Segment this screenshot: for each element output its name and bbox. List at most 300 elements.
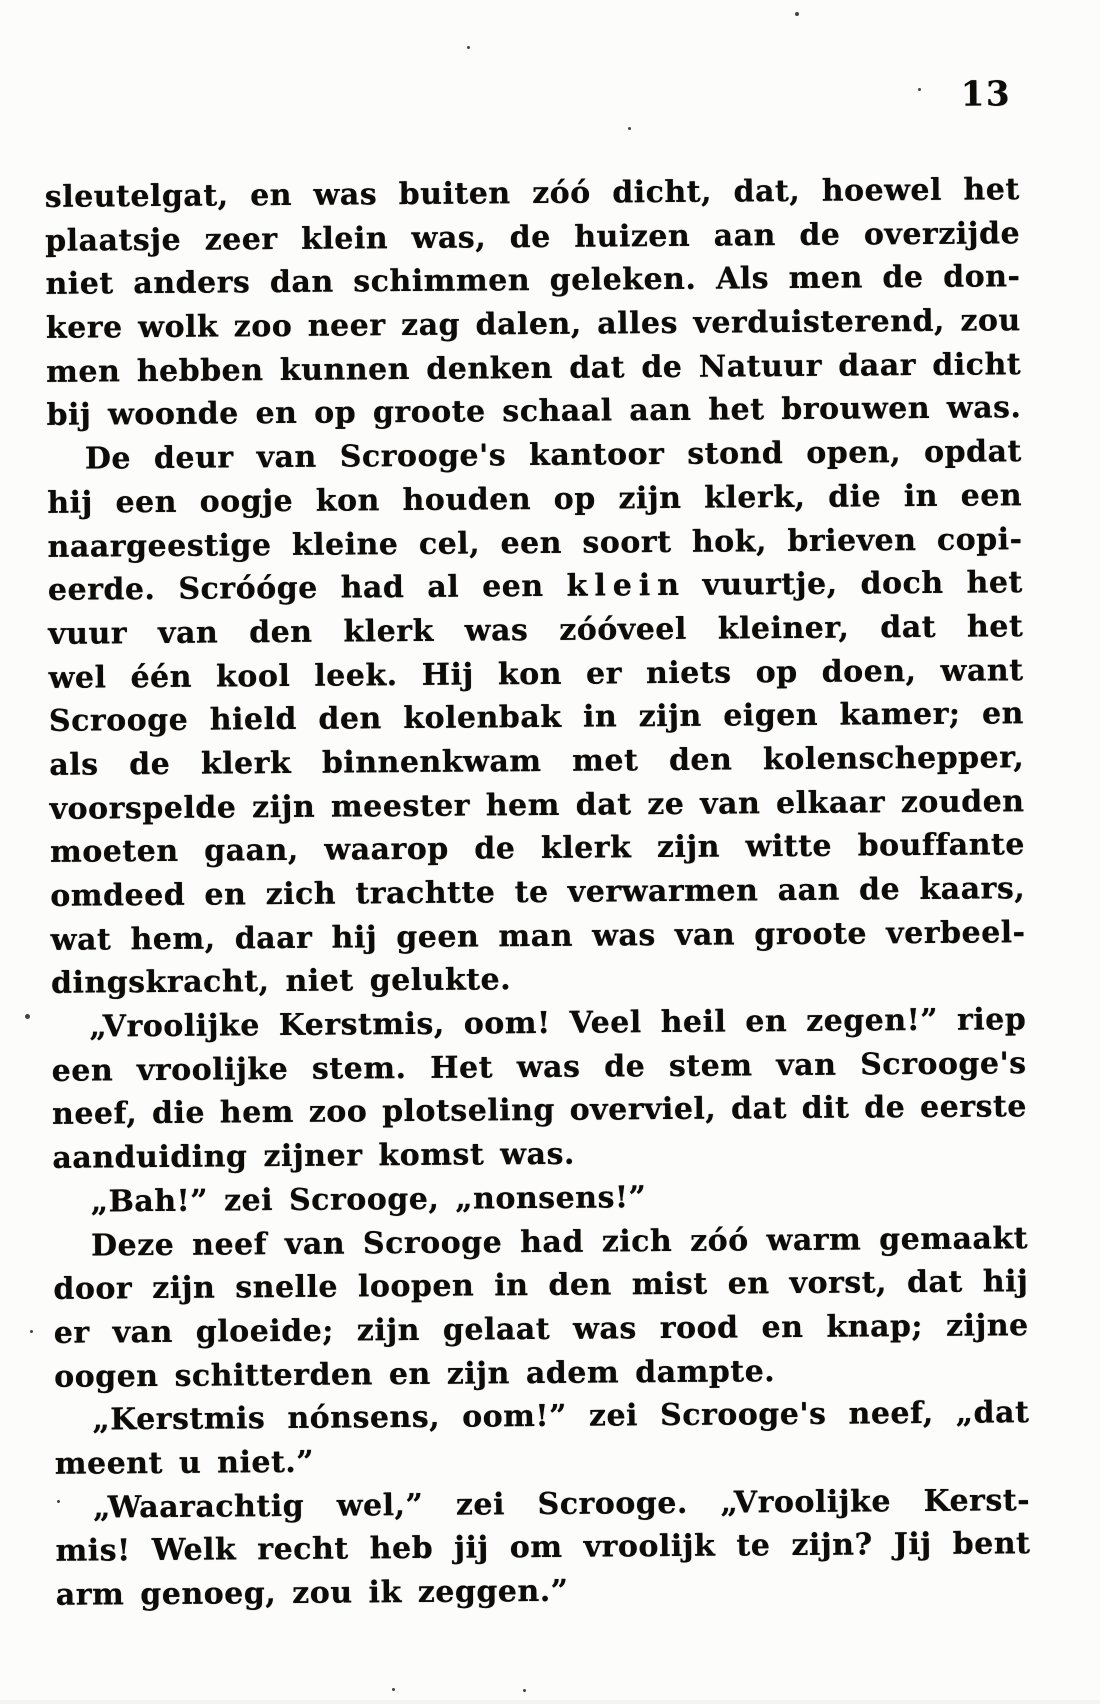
text-line [52, 1086, 1027, 1137]
word: kon [497, 656, 563, 692]
word: om [509, 1530, 563, 1566]
word: kleiner, [717, 610, 850, 647]
word: Kerstmis, [278, 1006, 445, 1044]
word: zoo [233, 308, 293, 345]
word: wel [48, 659, 107, 696]
word: vroolijk [583, 1528, 716, 1565]
text-line [48, 561, 1023, 612]
word: hoewel [821, 172, 943, 209]
word: klerk, [704, 479, 806, 516]
word: zóóveel [559, 611, 687, 648]
word: den [668, 742, 733, 778]
word: Kerst- [923, 1482, 1031, 1519]
text-line [54, 1391, 1029, 1442]
word: zich [265, 876, 337, 913]
text-line [55, 1522, 1030, 1573]
word: Scróóge [178, 570, 318, 607]
word: aan [629, 393, 692, 429]
word: bij [46, 397, 92, 434]
word: met [572, 743, 639, 779]
word: zijn? [791, 1527, 873, 1564]
word: een [115, 484, 178, 521]
word: zijn [446, 1355, 511, 1392]
word: alles [597, 305, 679, 342]
word: stond [687, 436, 784, 472]
word: dalen, [475, 306, 582, 343]
word: kaars, [919, 871, 1026, 908]
text-line [51, 955, 1026, 1006]
word: was. [500, 1136, 575, 1173]
word: wel,” [336, 1487, 424, 1524]
text-line [54, 1304, 1029, 1355]
word: zóó [532, 175, 591, 212]
word: een [482, 569, 544, 605]
word: de [799, 217, 841, 253]
word: verbeel- [886, 914, 1026, 951]
text-line [49, 780, 1024, 831]
word: zouden [900, 783, 1025, 820]
word: wolk [138, 309, 219, 346]
word: u [178, 1445, 202, 1481]
word: neer [307, 308, 386, 344]
word: en [761, 1309, 804, 1346]
word: Scrooge [362, 1224, 503, 1261]
word: cel, [418, 525, 481, 562]
word: hij [331, 919, 378, 956]
scan-speck [795, 12, 799, 16]
text-line [45, 168, 1020, 219]
word: en [204, 877, 247, 913]
word: en [727, 1266, 770, 1302]
word: en [388, 1356, 431, 1392]
word: open, [806, 435, 902, 472]
word: één [130, 659, 193, 695]
word: anders [133, 265, 251, 302]
word: zeggen.” [417, 1573, 569, 1610]
word: oogje [199, 483, 294, 520]
scan-speck [628, 127, 631, 130]
word: Scrooge [48, 702, 189, 740]
word: sleutelgat, [44, 178, 229, 215]
word: houden [402, 481, 532, 518]
word: genoeg, [140, 1576, 277, 1613]
scan-speck [57, 1500, 60, 1503]
word: en [745, 1004, 788, 1040]
text-line [55, 1435, 1030, 1486]
text-line [54, 1348, 1029, 1399]
word: den [318, 701, 382, 737]
word: het [963, 172, 1020, 208]
word: van [256, 439, 317, 476]
word: kantoor [528, 437, 665, 474]
word: kool [215, 658, 291, 695]
word: als [49, 747, 99, 783]
word: men [788, 260, 863, 297]
word: Natuur [698, 348, 823, 385]
word: zijn [251, 789, 316, 825]
text-line [48, 605, 1023, 656]
word: zijn [656, 829, 721, 866]
word: brieven [787, 522, 917, 559]
word: was [572, 1311, 637, 1347]
word: overviel, [569, 1092, 717, 1129]
word: heil [660, 1004, 727, 1041]
word: zou [960, 303, 1021, 339]
word: de [858, 872, 901, 908]
text-line [47, 474, 1022, 525]
word: den [249, 614, 313, 651]
word: nónsens, [287, 1400, 441, 1437]
word: verwarmen [567, 873, 759, 910]
word: van [284, 1226, 346, 1262]
word: op [314, 395, 357, 432]
word: arm [55, 1577, 125, 1613]
word: gelukte. [369, 962, 512, 999]
word: adem [525, 1354, 620, 1391]
page-number: 13 [960, 74, 1012, 115]
word: Jij [893, 1527, 932, 1563]
text-line [47, 430, 1022, 481]
word: woonde [107, 396, 239, 433]
word: De [84, 441, 132, 477]
word: en [981, 696, 1025, 732]
word: Veel [569, 1005, 642, 1041]
word: Als [715, 261, 770, 297]
word: binnenkwam [321, 743, 542, 781]
word: loopen [357, 1268, 475, 1305]
word: oogen [53, 1358, 159, 1395]
word: dat, [733, 173, 801, 210]
word: komst [378, 1137, 485, 1174]
word: opdat [923, 434, 1022, 471]
word: voorspelde [49, 789, 237, 827]
word: overzijde [863, 215, 1021, 253]
word: zijn [638, 698, 702, 735]
word: Welk [151, 1532, 237, 1569]
word: klerk [540, 830, 632, 867]
word: neef, [51, 1096, 138, 1133]
word: Scrooge, [288, 1181, 440, 1218]
word: wat [50, 922, 112, 958]
word: dan [269, 264, 334, 301]
word: het [708, 392, 765, 429]
text-line [53, 1260, 1028, 1311]
word: niet [45, 266, 114, 303]
text-line [48, 649, 1023, 700]
word: van [112, 1314, 173, 1351]
scan-speck [918, 88, 921, 91]
text-line [46, 299, 1021, 350]
word: „Vroolijke [89, 1008, 260, 1045]
word: gelaat [442, 1311, 551, 1348]
word: trachtte [355, 875, 496, 912]
word: bent [952, 1526, 1031, 1563]
word: hem [485, 787, 561, 824]
word: niets [645, 655, 732, 691]
word: had [340, 570, 405, 606]
word: Hij [421, 657, 474, 693]
word: brouwen [781, 391, 931, 428]
scan-speck [523, 1689, 526, 1692]
word: kon [315, 483, 381, 519]
text-line [51, 911, 1026, 962]
word: klerk [200, 745, 292, 782]
word: knap; [826, 1308, 924, 1345]
word: op [755, 654, 798, 690]
word: van [157, 615, 219, 651]
word: naargeestige [47, 527, 272, 565]
word: aan [713, 217, 777, 254]
word: warm [766, 1221, 862, 1258]
word: dat [880, 609, 937, 646]
word: dat [906, 1264, 963, 1301]
text-line [46, 387, 1021, 438]
text-line [50, 823, 1025, 874]
text-line [50, 867, 1025, 918]
word: „nonsens!” [455, 1179, 647, 1217]
word: Scrooge's [659, 1396, 827, 1434]
word: „Kerstmis [92, 1401, 266, 1438]
word: van [674, 917, 736, 953]
word: hield [209, 702, 298, 738]
word: neef, [848, 1396, 934, 1432]
word: bouffante [857, 827, 1026, 864]
word: was [464, 612, 529, 649]
word: ze [647, 786, 685, 822]
word: een [500, 525, 563, 561]
word: de [641, 349, 683, 385]
word: hebben [136, 352, 264, 389]
text-line [52, 1042, 1027, 1093]
word: de [882, 260, 924, 296]
word: kolenbak [403, 700, 562, 737]
word: het [966, 565, 1023, 601]
word: neef [192, 1226, 268, 1263]
word: waarop [324, 832, 449, 868]
word: geen [396, 919, 480, 955]
word: daar [838, 347, 917, 384]
word: oom! [463, 1005, 551, 1042]
word: was. [946, 390, 1022, 427]
word: verduisterend, [693, 303, 946, 341]
word: deur [153, 440, 234, 477]
text-line [49, 692, 1024, 743]
word: gloeide; [195, 1313, 334, 1350]
word: klein [300, 220, 389, 257]
word: dicht [932, 346, 1022, 383]
word: stem [668, 1048, 753, 1084]
word: den [548, 1267, 612, 1304]
word: kleine [291, 526, 399, 563]
word: kunnen [279, 351, 411, 388]
word: niet [285, 963, 354, 1000]
text-line [53, 1217, 1028, 1268]
body-text [45, 168, 1031, 1617]
word: te [514, 874, 549, 911]
word: Scrooge's [339, 438, 507, 475]
word: zijne [945, 1308, 1029, 1344]
word: mis! [55, 1533, 131, 1570]
word: schitterden [174, 1356, 374, 1394]
word: eerste [919, 1089, 1028, 1126]
word: dampte. [634, 1353, 776, 1390]
text-line [51, 998, 1026, 1049]
word: recht [257, 1531, 349, 1568]
word: meester [330, 788, 471, 825]
word: was, [411, 220, 487, 256]
word: leek. [314, 657, 398, 694]
word: Deze [90, 1227, 175, 1264]
word: zich [601, 1223, 673, 1260]
word: die [828, 479, 882, 515]
text-line [53, 1173, 1028, 1224]
word: vuurtje, [702, 566, 838, 603]
text-line [46, 343, 1021, 394]
word: doch [860, 565, 944, 602]
word: snelle [235, 1269, 339, 1306]
text-line [56, 1566, 1031, 1617]
word: kere [45, 310, 123, 346]
word: gaan, [204, 833, 299, 869]
word: mist [631, 1266, 708, 1303]
word: soort [582, 524, 672, 561]
text-line [45, 212, 1020, 263]
word: zei [455, 1486, 506, 1523]
word: meent [54, 1445, 164, 1482]
word: groote [372, 394, 486, 431]
word: klerk [343, 613, 434, 650]
word: de [474, 831, 516, 867]
word: de [864, 1090, 906, 1126]
word: dit [801, 1090, 850, 1127]
word: en [255, 396, 298, 432]
word: dat [730, 1091, 788, 1127]
word: men [46, 354, 121, 390]
word: er [585, 655, 623, 692]
word: hok, [691, 523, 768, 560]
scanned-content [43, 0, 1031, 1704]
word: was [313, 177, 378, 213]
word: zijner [263, 1138, 363, 1175]
word: zijn [356, 1312, 421, 1349]
word: zegen!” [805, 1002, 939, 1039]
word: de [604, 1048, 646, 1085]
word: denken [426, 350, 554, 387]
word: de [129, 746, 171, 783]
word: eigen [723, 698, 819, 734]
word: aan [777, 872, 840, 909]
word: hij [47, 485, 93, 521]
word: geleken. [549, 262, 697, 299]
word: dingskracht, [50, 964, 270, 1002]
scan-speck [25, 1014, 30, 1019]
word: groote [754, 916, 868, 952]
word: zei [223, 1182, 274, 1219]
text-line [45, 256, 1020, 307]
word: dat [569, 350, 626, 386]
word: vuur [48, 616, 128, 652]
word: eerde. [47, 572, 156, 609]
word: zeer [204, 221, 278, 258]
word: „dat [955, 1395, 1030, 1431]
word: vroolijke [136, 1051, 289, 1088]
word: en [249, 177, 293, 214]
word: gemaakt [879, 1220, 1029, 1257]
word: elkaar [775, 784, 886, 821]
word: dicht, [612, 174, 713, 211]
word: „Waarachtig [93, 1488, 305, 1526]
word: zijn [618, 480, 682, 517]
word: in [582, 699, 618, 735]
word: zóó [689, 1222, 749, 1259]
scan-speck [30, 1330, 33, 1333]
word: het [966, 609, 1024, 645]
scan-speck [392, 1688, 395, 1691]
word: buiten [398, 176, 511, 213]
word: zag [400, 307, 461, 344]
word: kolenschepper, [762, 740, 1025, 778]
word: man [498, 918, 574, 954]
word: had [520, 1224, 585, 1260]
word: moeten [49, 834, 179, 871]
word: vorst, [789, 1265, 888, 1302]
word: „Vroolijke [720, 1483, 892, 1521]
word: van [700, 785, 761, 822]
word: copi- [936, 521, 1023, 558]
word: schaal [502, 393, 613, 430]
word: Scrooge. [537, 1485, 688, 1522]
text-line [49, 736, 1024, 787]
word: rood [659, 1310, 739, 1346]
word: door [53, 1271, 133, 1308]
word: omdeed [50, 877, 186, 914]
word: niet.” [217, 1444, 315, 1481]
word: was [591, 917, 656, 954]
word: jij [454, 1530, 489, 1566]
word: huizen [574, 218, 691, 255]
word: al [427, 569, 460, 606]
word: aanduiding [52, 1139, 248, 1176]
word: riep [956, 1002, 1027, 1038]
word: zei [588, 1398, 639, 1434]
word: hem, [130, 921, 216, 957]
word: oom!” [462, 1399, 568, 1435]
word: plaatsje [45, 222, 182, 259]
word: stem. [311, 1050, 407, 1087]
word: ik [368, 1575, 402, 1611]
text-line [52, 1129, 1027, 1180]
word: heb [369, 1531, 434, 1567]
word: hem [219, 1095, 295, 1131]
word: zou [292, 1575, 353, 1611]
text-line [55, 1479, 1030, 1530]
word: de [509, 219, 551, 255]
word: die [151, 1096, 206, 1132]
word: doen, [821, 653, 917, 690]
word: een [51, 1053, 114, 1089]
word: schimmen [353, 263, 531, 300]
word: „Bah!” [90, 1183, 209, 1220]
word: don- [943, 259, 1021, 296]
word: zijn [152, 1270, 216, 1307]
word: van [776, 1047, 837, 1083]
word: plotseling [381, 1093, 556, 1130]
word: dat [575, 786, 632, 823]
word: op [553, 481, 596, 517]
word: Het [430, 1050, 494, 1086]
word: er [53, 1315, 90, 1351]
word: daar [234, 920, 313, 957]
